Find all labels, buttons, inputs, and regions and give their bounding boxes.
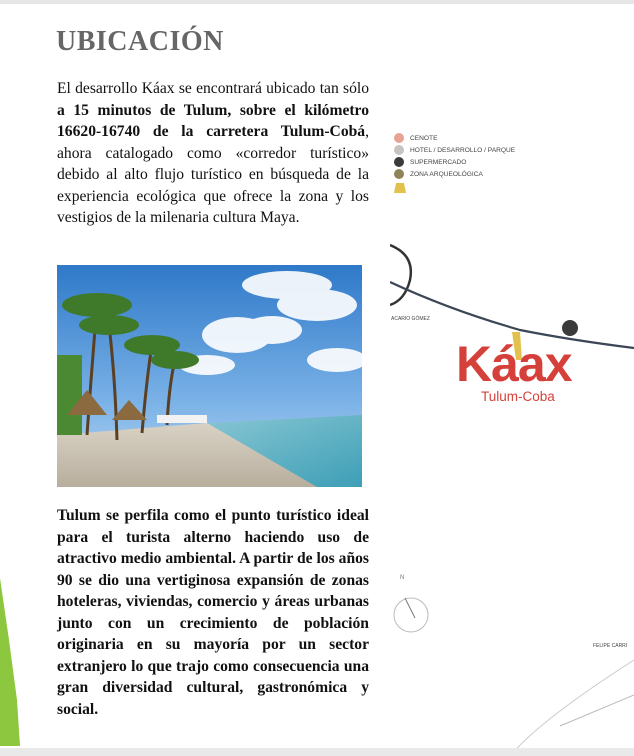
road-curve [390,245,411,305]
legend-label: SUPERMERCADO [410,158,467,166]
page-title: UBICACIÓN [56,26,224,57]
compass-label: N [400,575,405,581]
legend-item-supermercado [394,156,515,168]
legend-dot-icon [394,145,404,155]
intro-text-end: , ahora catalogado como «corredor turístico» debido al alto flujo turístico en búsqueda de la experiencia ecológica que ofrece la zona y los vestigios de la milenaria cultura Maya. [57,123,369,226]
road-line [560,695,634,726]
tulum-paragraph: Tulum se perfila como el punto turístico ideal para el turista alterno haciendo uso de atractivo medio ambiental. A partir de los años 90 se dio una vertiginosa expansión de zonas hoteleras, viviendas, comercio y áreas urbanas junto con un crecimiento de población originaria en su mayoría por un sector extranjero lo que trajo como consecuencia una gran diversidad cultural, gastronómica y social. [57,507,369,718]
map-legend [394,132,515,195]
legend-dot-icon [394,133,404,143]
page-bottom-edge [0,748,634,756]
legend-dot-icon [394,157,404,167]
legend-label: HOTEL / DESARROLLO / PARQUE [410,146,516,154]
intro-text-bold: a 15 minutos de Tulum, sobre el kilómetro 16620-16740 de la carretera Tulum-Cobá [57,101,369,140]
intro-paragraph [57,78,369,229]
kaax-logo: Káax [456,336,572,392]
intro-text-start: El desarrollo Káax se encontrará ubicado tan sólo [57,80,369,97]
legend-dot-icon [394,169,404,179]
road-line [510,660,634,756]
legend-item-cenote [394,132,515,144]
green-accent-shape [0,0,40,756]
street-label-left: ACARIO GÓMEZ [391,316,430,322]
legend-label: ZONA ARQUEOLÓGICA [410,170,483,178]
legend-item-hotel [394,144,515,156]
street-label-right: FELIPE CARRI [593,643,628,649]
kaax-logo-subtitle: Tulum-Coba [481,389,555,404]
beach-photo [57,265,362,487]
archaeological-marker-icon [394,183,406,193]
compass-icon [394,598,428,632]
legend-label: CENOTE [410,134,438,142]
legend-item-zona-arqueologica [394,168,515,180]
supermarket-marker-icon [562,320,578,336]
page-top-edge [0,0,634,4]
